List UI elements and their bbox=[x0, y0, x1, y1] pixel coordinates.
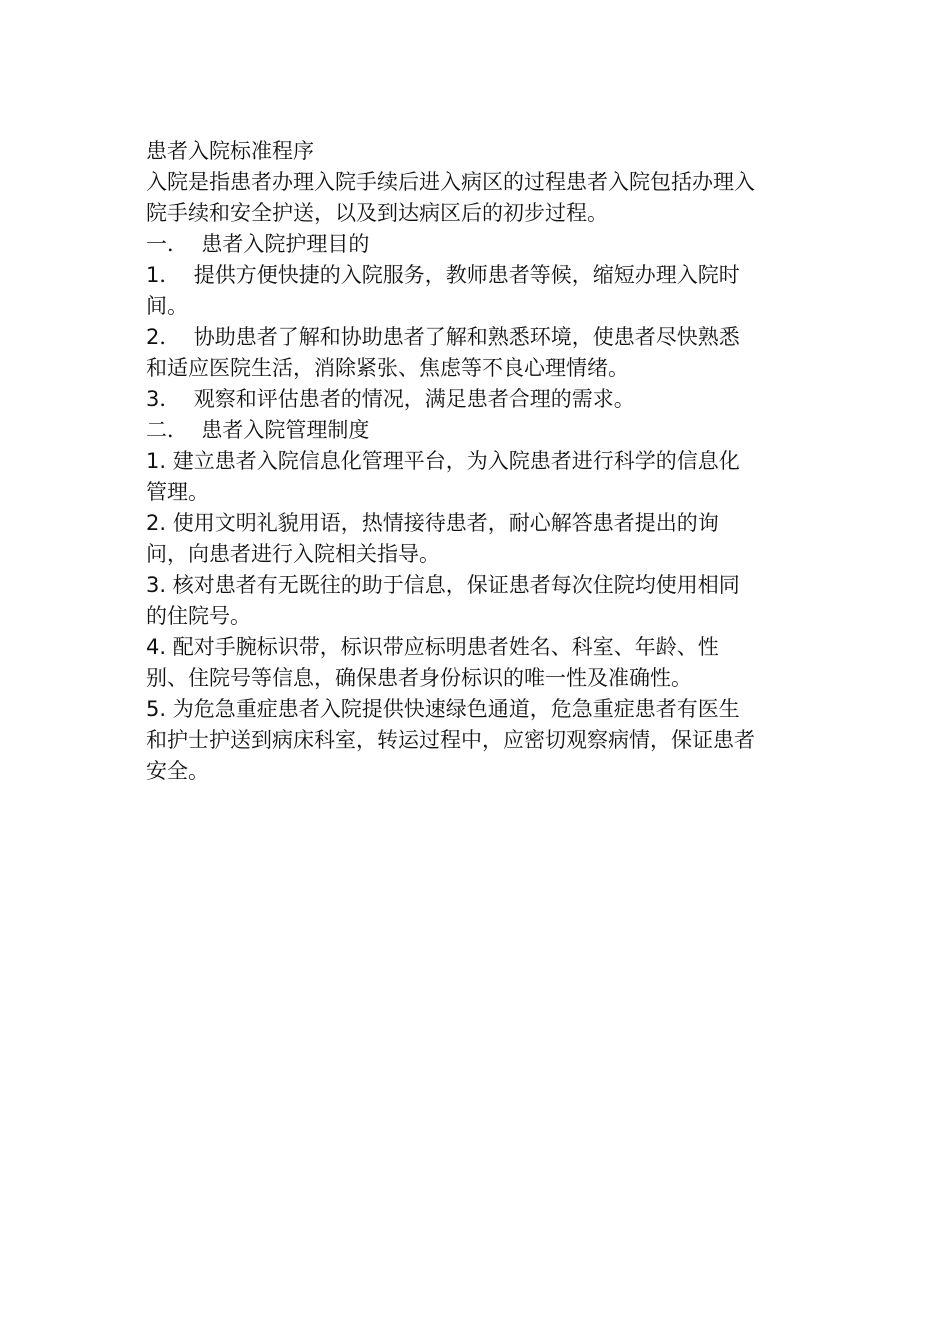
list-item: 2. 使用文明礼貌用语，热情接待患者，耐心解答患者提出的询问，向患者进行入院相关指导。 bbox=[146, 511, 719, 566]
list-item: 4. 配对手腕标识带，标识带应标明患者姓名、科室、年龄、性别、住院号等信息，确保患者身份标识的唯一性及准确性。 bbox=[146, 635, 719, 690]
document-body bbox=[146, 136, 756, 787]
list-item: 3． 观察和评估患者的情况，满足患者合理的需求。 bbox=[146, 387, 635, 411]
list-item: 5. 为危急重症患者入院提供快速绿色通道，危急重症患者有医生和护士护送到病床科室，转运过程中，应密切观察病情，保证患者安全。 bbox=[146, 697, 755, 783]
section-heading-nursing-goals: 一． 患者入院护理目的 bbox=[146, 232, 370, 256]
list-item: 1. 建立患者入院信息化管理平台，为入院患者进行科学的信息化管理。 bbox=[146, 449, 740, 504]
section-heading-management-rules: 二． 患者入院管理制度 bbox=[146, 418, 370, 442]
list-item: 2． 协助患者了解和协助患者了解和熟悉环境，使患者尽快熟悉和适应医院生活，消除紧张、焦虑等不良心理情绪。 bbox=[146, 325, 740, 380]
document-title: 患者入院标准程序 bbox=[146, 139, 314, 163]
list-item: 1． 提供方便快捷的入院服务，教师患者等候，缩短办理入院时间。 bbox=[146, 263, 740, 318]
intro-paragraph: 入院是指患者办理入院手续后进入病区的过程患者入院包括办理入院手续和安全护送，以及到达病区后的初步过程。 bbox=[146, 170, 755, 225]
list-item: 3. 核对患者有无既往的助于信息，保证患者每次住院均使用相同的住院号。 bbox=[146, 573, 740, 628]
